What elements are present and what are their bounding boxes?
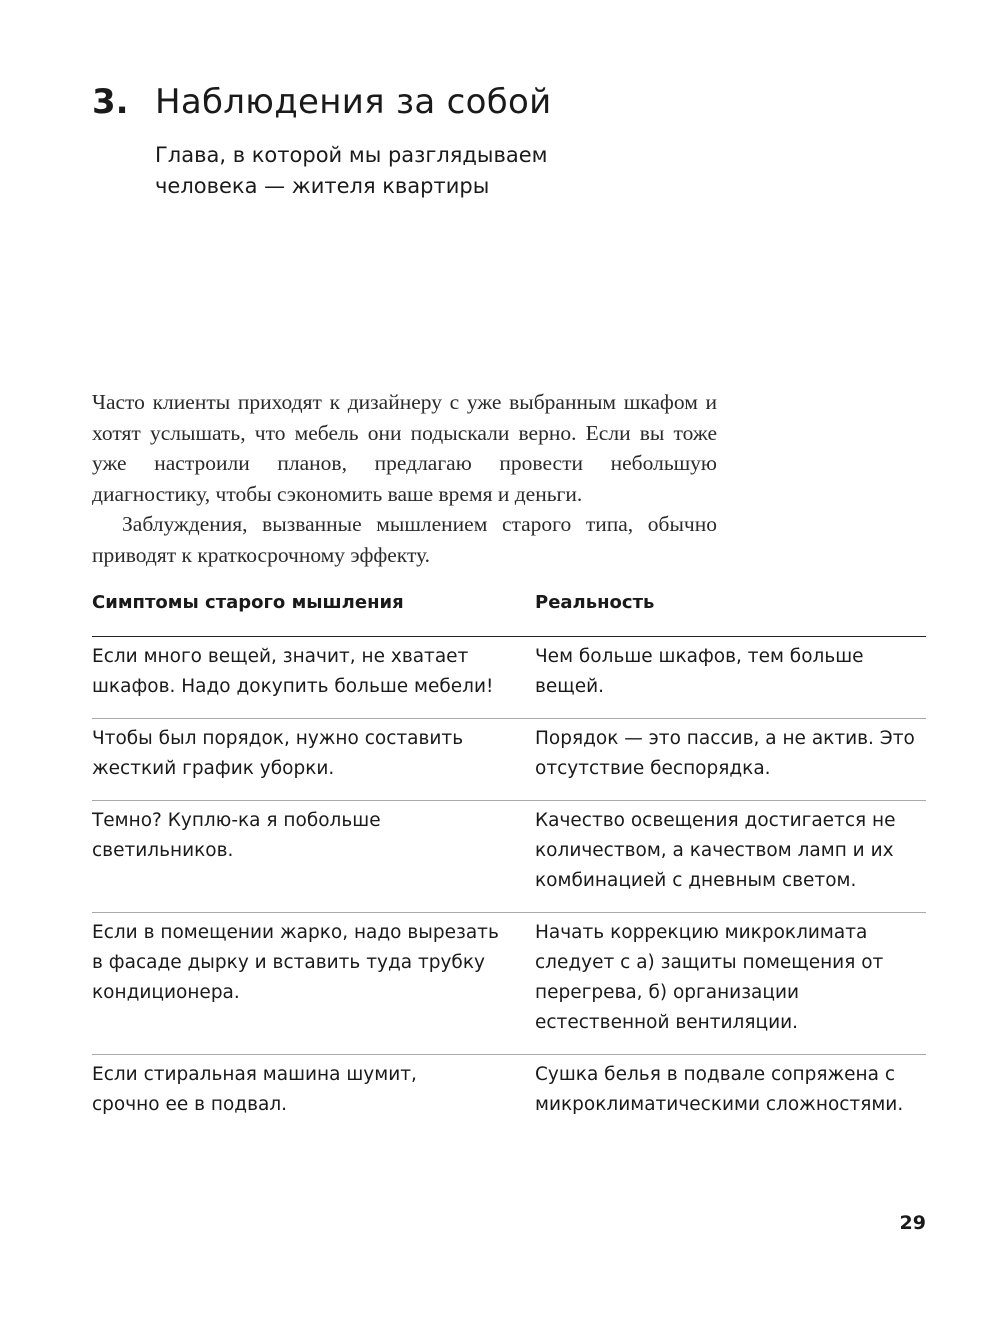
chapter-number: 3. (92, 82, 129, 122)
reality-cell: Порядок — это пассив, а не актив. Это отсутствие беспорядка. (535, 728, 915, 779)
chapter-subtitle: Глава, в которой мы разглядываем человека — жителя квартиры (155, 143, 548, 198)
table-row (92, 913, 926, 1055)
reality-cell: Качество освещения достигается не количеством, а качеством ламп и их комбинацией с дневным светом. (535, 810, 896, 891)
body-text (92, 387, 717, 570)
symptom-cell: Если в помещении жарко, надо вырезать в фасаде дырку и вставить туда трубку кондиционера. (92, 922, 499, 1003)
chapter-heading (92, 82, 552, 122)
symptom-cell: Если много вещей, значит, не хватает шкафов. Надо докупить больше мебели! (92, 646, 494, 697)
symptom-cell: Темно? Куплю-ка я побольше светильников. (92, 810, 381, 861)
chapter-title: Наблюдения за собой (155, 82, 552, 122)
symptom-cell: Если стиральная машина шумит, срочно ее в подвал. (92, 1064, 417, 1115)
comparison-table (92, 592, 926, 1136)
header-symptoms: Симптомы старого мышления (92, 592, 404, 613)
paragraph: Часто клиенты приходят к дизайнеру с уже выбранным шкафом и хотят услышать, что мебель они подыскали верно. Если вы тоже уже настроили планов, предлагаю провести небольшую диагностику, чтобы сэкономить ваше время и деньги. (92, 390, 717, 506)
paragraph: Заблуждения, вызванные мышлением старого типа, обычно приводят к краткосрочному эффекту. (92, 512, 717, 567)
table-row (92, 1055, 926, 1136)
reality-cell: Сушка белья в подвале сопряжена с микроклиматическими сложностями. (535, 1064, 904, 1115)
reality-cell: Чем больше шкафов, тем больше вещей. (535, 646, 864, 697)
reality-cell: Начать коррекцию микроклимата следует с а) защиты помещения от перегрева, б) организации естественной вентиляции. (535, 922, 884, 1033)
table-header (92, 592, 926, 637)
table-row (92, 719, 926, 801)
page-number: 29 (899, 1212, 926, 1234)
header-reality: Реальность (535, 592, 655, 613)
table-row (92, 637, 926, 719)
symptom-cell: Чтобы был порядок, нужно составить жесткий график уборки. (92, 728, 464, 779)
table-row (92, 801, 926, 913)
